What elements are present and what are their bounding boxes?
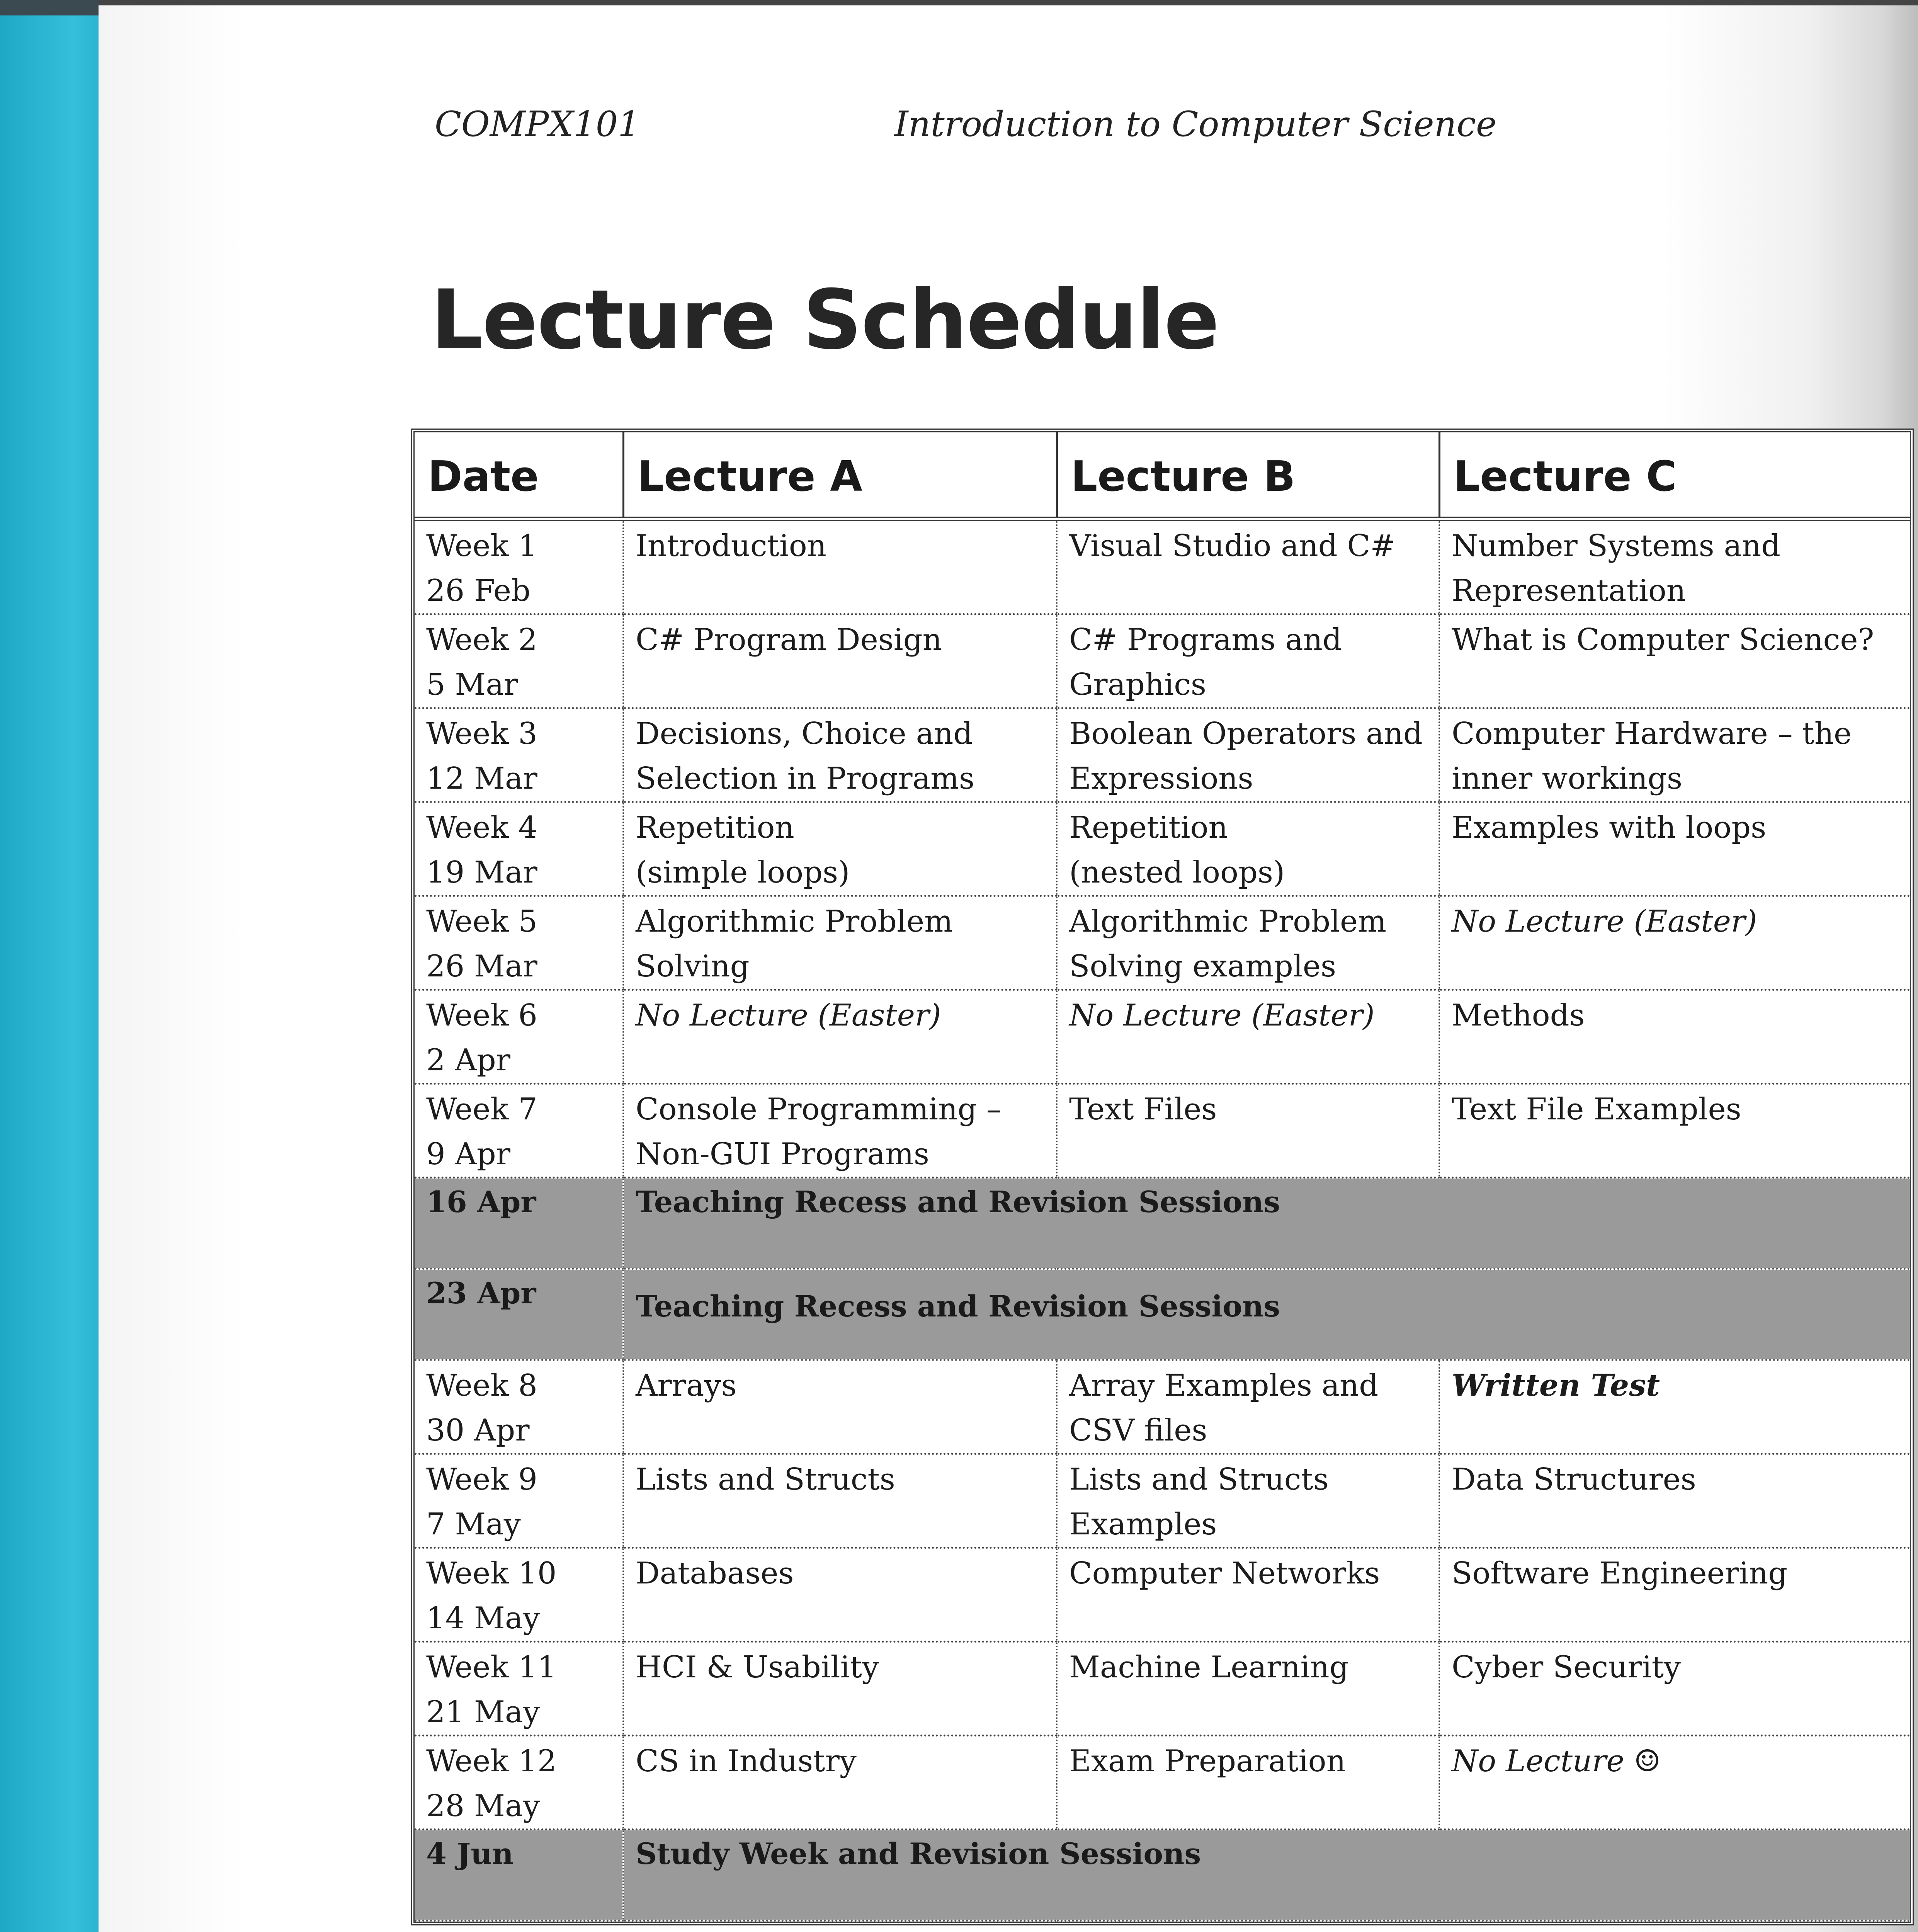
lecture-b-line: (nested loops) [1069, 855, 1285, 890]
study-week-label-cell: Study Week and Revision Sessions [623, 1830, 1910, 1921]
recess-date-cell: 23 Apr [415, 1269, 623, 1360]
table-row [415, 1642, 1910, 1736]
table-row [415, 1454, 1910, 1548]
lecture-c-cell-no-lecture: No Lecture ☺ [1439, 1736, 1910, 1830]
date-cell [415, 802, 623, 896]
week-label: Week 9 [426, 1462, 537, 1497]
table-header-row [415, 432, 1910, 519]
week-date: 12 Mar [426, 761, 537, 796]
date-cell [415, 708, 623, 802]
week-date: 26 Feb [426, 573, 531, 608]
week-date: 26 Mar [426, 949, 537, 984]
lecture-a-cell: Console Programming – Non-GUI Programs [623, 1084, 1057, 1178]
column-header-date: Date [415, 432, 623, 519]
lecture-a-cell: Algorithmic Problem Solving [623, 896, 1057, 990]
recess-label-cell: Teaching Recess and Revision Sessions [623, 1178, 1910, 1269]
lecture-c-cell-no-lecture: No Lecture (Easter) [1439, 896, 1910, 990]
date-cell [415, 1360, 623, 1454]
week-label: Week 10 [426, 1556, 557, 1591]
column-header-lecture-c: Lecture C [1439, 432, 1910, 519]
lecture-b-cell: C# Programs and Graphics [1057, 614, 1439, 708]
lecture-c-cell: Text File Examples [1439, 1084, 1910, 1178]
lecture-c-cell: Cyber Security [1439, 1642, 1910, 1736]
lecture-a-line: Repetition [636, 810, 794, 845]
table-row [415, 896, 1910, 990]
date-cell [415, 896, 623, 990]
recess-row [415, 1178, 1910, 1269]
lecture-b-cell: Boolean Operators and Expressions [1057, 708, 1439, 802]
study-week-row [415, 1830, 1910, 1921]
table-row [415, 1548, 1910, 1642]
week-date: 14 May [426, 1601, 540, 1636]
recess-date-cell: 16 Apr [415, 1178, 623, 1269]
lecture-c-cell: Number Systems and Representation [1439, 519, 1910, 614]
study-week-date-cell: 4 Jun [415, 1830, 623, 1921]
week-label: Week 7 [426, 1092, 537, 1127]
table-row [415, 990, 1910, 1084]
recess-row [415, 1269, 1910, 1360]
lecture-c-cell: What is Computer Science? [1439, 614, 1910, 708]
week-label: Week 4 [426, 810, 537, 845]
lecture-b-cell: Machine Learning [1057, 1642, 1439, 1736]
week-date: 28 May [426, 1789, 540, 1823]
lecture-b-line: Repetition [1069, 810, 1228, 845]
lecture-a-cell-no-lecture: No Lecture (Easter) [623, 990, 1057, 1084]
lecture-b-cell: Array Examples and CSV files [1057, 1360, 1439, 1454]
book-cover-shadow [0, 0, 112, 15]
lecture-c-cell: Computer Hardware – the inner workings [1439, 708, 1910, 802]
date-cell [415, 614, 623, 708]
week-date: 19 Mar [426, 855, 537, 890]
running-header-course-code: COMPX101 [435, 104, 640, 145]
lecture-c-cell: Methods [1439, 990, 1910, 1084]
table-row [415, 519, 1910, 614]
date-cell [415, 1084, 623, 1178]
date-cell [415, 1642, 623, 1736]
lecture-b-cell: Visual Studio and C# [1057, 519, 1439, 614]
week-date: 21 May [426, 1695, 540, 1730]
date-cell [415, 990, 623, 1084]
table-row [415, 614, 1910, 708]
table-row [415, 1084, 1910, 1178]
week-date: 5 Mar [426, 667, 519, 702]
week-label: Week 8 [426, 1368, 537, 1403]
page-title: Lecture Schedule [431, 272, 1219, 367]
lecture-a-cell: C# Program Design [623, 614, 1057, 708]
lecture-c-cell-written-test: Written Test [1439, 1360, 1910, 1454]
week-date: 7 May [426, 1507, 521, 1542]
lecture-a-cell: Lists and Structs [623, 1454, 1057, 1548]
lecture-a-cell [623, 802, 1057, 896]
week-date: 9 Apr [426, 1137, 510, 1172]
lecture-c-cell: Examples with loops [1439, 802, 1910, 896]
week-date: 30 Apr [426, 1413, 530, 1448]
lecture-c-cell: Software Engineering [1439, 1548, 1910, 1642]
recess-label-cell: Teaching Recess and Revision Sessions [623, 1269, 1910, 1360]
date-cell [415, 1454, 623, 1548]
date-cell [415, 519, 623, 614]
table-row [415, 708, 1910, 802]
week-date: 2 Apr [426, 1043, 510, 1078]
column-header-lecture-b: Lecture B [1057, 432, 1439, 519]
lecture-b-cell: Exam Preparation [1057, 1736, 1439, 1830]
lecture-b-cell-no-lecture: No Lecture (Easter) [1057, 990, 1439, 1084]
lecture-b-cell: Text Files [1057, 1084, 1439, 1178]
lecture-b-cell: Lists and Structs Examples [1057, 1454, 1439, 1548]
lecture-a-cell: Arrays [623, 1360, 1057, 1454]
week-label: Week 3 [426, 716, 537, 751]
date-cell [415, 1736, 623, 1830]
book-cover-edge [0, 0, 104, 1932]
lecture-a-cell: Decisions, Choice and Selection in Programs [623, 708, 1057, 802]
table-row [415, 1360, 1910, 1454]
week-label: Week 6 [426, 998, 537, 1033]
lecture-c-cell: Data Structures [1439, 1454, 1910, 1548]
lecture-b-cell [1057, 802, 1439, 896]
lecture-schedule-table [411, 429, 1914, 1925]
running-header-course-title: Introduction to Computer Science [894, 104, 1497, 145]
lecture-a-line: (simple loops) [636, 855, 850, 890]
document-page [99, 0, 1918, 1932]
lecture-a-cell: HCI & Usability [623, 1642, 1057, 1736]
date-cell [415, 1548, 623, 1642]
week-label: Week 11 [426, 1650, 557, 1685]
lecture-b-cell: Algorithmic Problem Solving examples [1057, 896, 1439, 990]
column-header-lecture-a: Lecture A [623, 432, 1057, 519]
lecture-a-cell: Databases [623, 1548, 1057, 1642]
lecture-b-cell: Computer Networks [1057, 1548, 1439, 1642]
lecture-a-cell: Introduction [623, 519, 1057, 614]
table-row [415, 802, 1910, 896]
week-label: Week 1 [426, 529, 537, 563]
lecture-a-cell: CS in Industry [623, 1736, 1057, 1830]
week-label: Week 5 [426, 904, 537, 939]
table-row [415, 1736, 1910, 1830]
week-label: Week 12 [426, 1744, 557, 1779]
week-label: Week 2 [426, 622, 537, 657]
